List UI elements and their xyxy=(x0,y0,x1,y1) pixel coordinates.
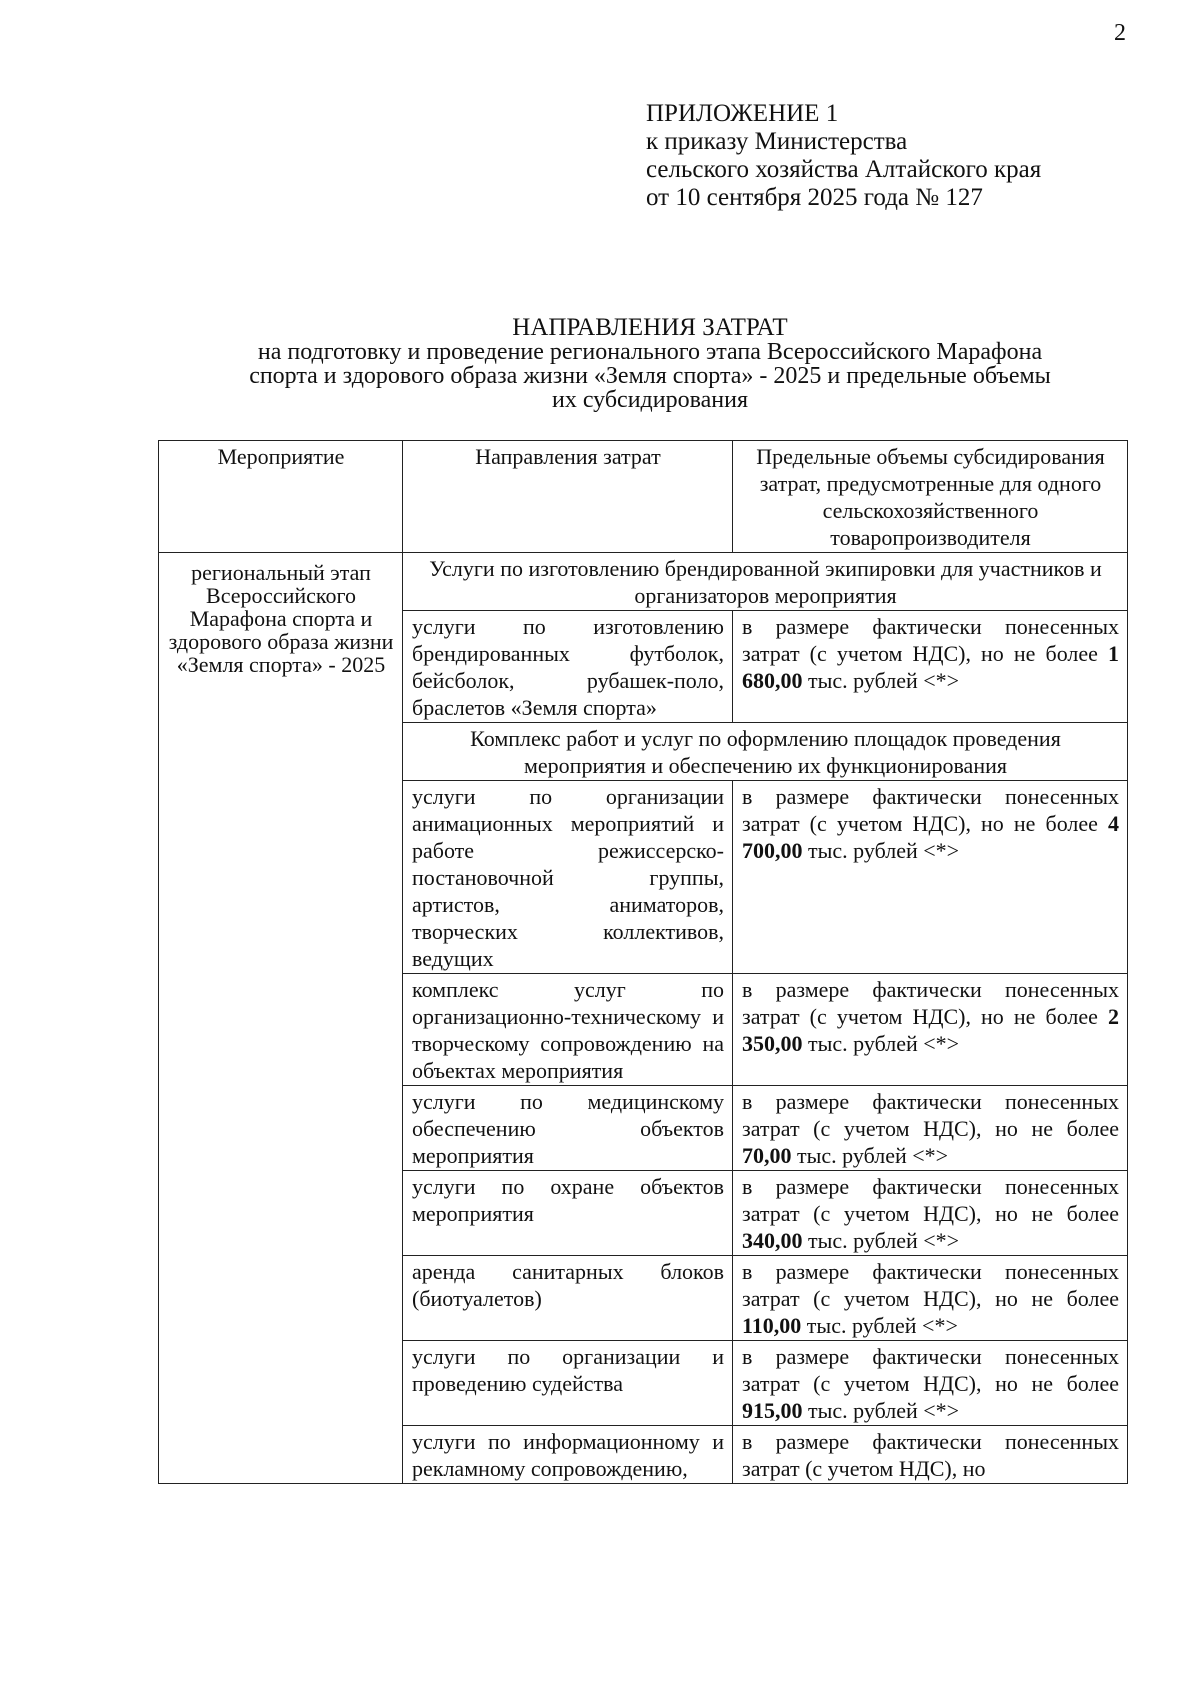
limit-cell: в размере фактически понесенных затрат (с учетом НДС), но не более 1 680,00 тыс. рублей <*> xyxy=(733,611,1128,723)
direction-cell: услуги по организации анимационных мероприятий и работе режиссерско-постановочной группы, артистов, аниматоров, творческих коллективов, ведущих xyxy=(403,781,733,974)
limit-amount: 2 350,00 xyxy=(742,1004,1119,1056)
group-heading: Комплекс работ и услуг по оформлению площадок проведения мероприятия и обеспечению их функционирования xyxy=(403,723,1128,781)
appendix-line: от 10 сентября 2025 года № 127 xyxy=(646,184,983,211)
direction-cell: аренда санитарных блоков (биотуалетов) xyxy=(403,1256,733,1341)
appendix-block xyxy=(646,100,1041,212)
limit-cell: в размере фактически понесенных затрат (с учетом НДС), но не более 2 350,00 тыс. рублей <*> xyxy=(733,974,1128,1086)
header-directions: Направления затрат xyxy=(403,441,733,553)
limit-amount: 915,00 xyxy=(742,1398,803,1423)
direction-cell: услуги по организации и проведению судейства xyxy=(403,1341,733,1426)
group-heading: Услуги по изготовлению брендированной экипировки для участников и организаторов мероприятия xyxy=(403,553,1128,611)
limit-cell: в размере фактически понесенных затрат (с учетом НДС), но не более 110,00 тыс. рублей <*> xyxy=(733,1256,1128,1341)
limit-amount: 1 680,00 xyxy=(742,641,1119,693)
appendix-line: к приказу Министерства xyxy=(646,128,908,155)
limit-cell: в размере фактически понесенных затрат (с учетом НДС), но не более 340,00 тыс. рублей <*> xyxy=(733,1171,1128,1256)
title-heading: НАПРАВЛЕНИЯ ЗАТРАТ xyxy=(512,314,788,341)
limit-amount: 340,00 xyxy=(742,1228,803,1253)
appendix-title: ПРИЛОЖЕНИЕ 1 xyxy=(646,100,839,127)
event-cell: региональный этап Всероссийского Марафона спорта и здорового образа жизни «Земля спорта» - 2025 xyxy=(159,553,403,1484)
header-event: Мероприятие xyxy=(159,441,403,553)
title-line: спорта и здорового образа жизни «Земля спорта» - 2025 и предельные объемы xyxy=(249,363,1051,389)
limit-cell: в размере фактически понесенных затрат (с учетом НДС), но не более 70,00 тыс. рублей <*> xyxy=(733,1086,1128,1171)
header-limits: Предельные объемы субсидирования затрат, предусмотренные для одного сельскохозяйственного товаропроизводителя xyxy=(733,441,1128,553)
direction-cell: услуги по медицинскому обеспечению объектов мероприятия xyxy=(403,1086,733,1171)
title-line: их субсидирования xyxy=(551,387,749,413)
limit-amount: 4 700,00 xyxy=(742,811,1119,863)
limit-cell: в размере фактически понесенных затрат (с учетом НДС), но xyxy=(733,1426,1128,1484)
document-title xyxy=(170,316,1130,412)
direction-cell: услуги по охране объектов мероприятия xyxy=(403,1171,733,1256)
title-line: на подготовку и проведение регионального этапа Всероссийского Марафона xyxy=(257,339,1043,365)
direction-cell: комплекс услуг по организационно-техническому и творческому сопровождению на объектах мероприятия xyxy=(403,974,733,1086)
limit-amount: 110,00 xyxy=(742,1313,802,1338)
table-group-row xyxy=(159,553,1128,611)
page-number: 2 xyxy=(1114,20,1126,46)
cost-directions-table xyxy=(158,440,1128,1484)
direction-cell: услуги по информационному и рекламному сопровождению, xyxy=(403,1426,733,1484)
limit-cell: в размере фактически понесенных затрат (с учетом НДС), но не более 4 700,00 тыс. рублей <*> xyxy=(733,781,1128,974)
direction-cell: услуги по изготовлению брендированных футболок, бейсболок, рубашек-поло, браслетов «Земля спорта» xyxy=(403,611,733,723)
table-header-row xyxy=(159,441,1128,553)
appendix-line: сельского хозяйства Алтайского края xyxy=(646,156,1042,183)
limit-cell: в размере фактически понесенных затрат (с учетом НДС), но не более 915,00 тыс. рублей <*> xyxy=(733,1341,1128,1426)
limit-amount: 70,00 xyxy=(742,1143,792,1168)
